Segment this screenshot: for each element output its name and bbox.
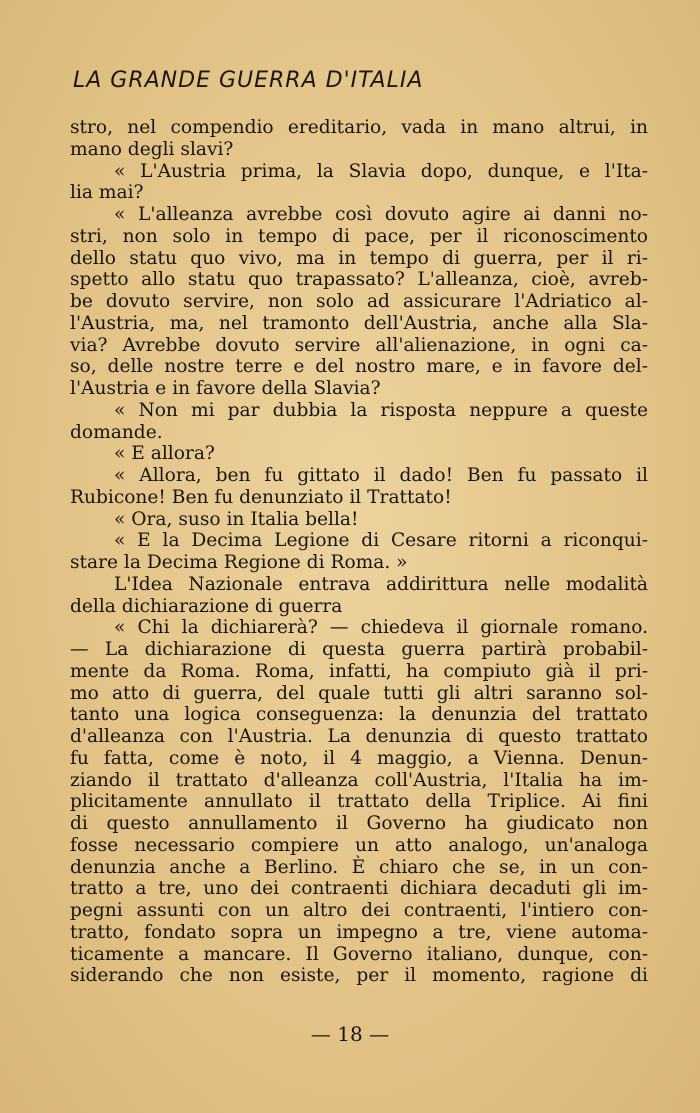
text-line: be dovuto servire, non solo ad assicurare l'Adriatico al- bbox=[70, 291, 648, 312]
body-text bbox=[70, 117, 648, 987]
text-line: — La dichiarazione di questa guerra partirà probabil- bbox=[70, 639, 648, 660]
text-line: fosse necessario compiere un atto analogo, un'analoga bbox=[70, 834, 648, 856]
text-line: l'Austria e in favore della Slavia? bbox=[70, 378, 381, 399]
text-line: Rubicone! Ben fu denunziato il Trattato! bbox=[70, 486, 452, 508]
text-line: « Chi la dichiarerà? — chiedeva il giornale romano. bbox=[114, 617, 648, 639]
text-line: tratto a tre, uno dei contraenti dichiara decaduti gli im- bbox=[70, 878, 648, 900]
page-number: — 18 — bbox=[310, 1022, 390, 1046]
text-line: so, delle nostre terre e del nostro mare, e in favore del- bbox=[70, 356, 648, 378]
text-line: « L'Austria prima, la Slavia dopo, dunque, e l'Ita- bbox=[114, 160, 648, 182]
text-line: stro, nel compendio ereditario, vada in mano altrui, in bbox=[70, 117, 648, 138]
text-line: « L'alleanza avrebbe così dovuto agire ai danni no- bbox=[114, 204, 648, 225]
running-head: LA GRANDE GUERRA D'ITALIA bbox=[73, 68, 424, 93]
text-line: « E la Decima Legione di Cesare ritorni a riconqui- bbox=[114, 530, 648, 552]
text-line: domande. bbox=[70, 421, 163, 443]
text-line: dello statu quo vivo, ma in tempo di guerra, per il ri- bbox=[70, 247, 648, 269]
text-line: siderando che non esiste, per il momento, ragione di bbox=[70, 965, 648, 987]
text-line: lia mai? bbox=[70, 182, 144, 204]
text-line: stri, non solo in tempo di pace, per il riconoscimento bbox=[70, 225, 648, 247]
text-line: « Ora, suso in Italia bella! bbox=[114, 508, 359, 530]
text-line: stare la Decima Regione di Roma. » bbox=[70, 552, 408, 573]
text-line: via? Avrebbe dovuto servire all'alienazione, in ogni ca- bbox=[70, 334, 648, 356]
text-line: ticamente a mancare. Il Governo italiano, dunque, con- bbox=[70, 943, 648, 965]
text-line: mo atto di guerra, del quale tutti gli altri saranno sol- bbox=[70, 682, 648, 704]
text-line: « Allora, ben fu gittato il dado! Ben fu passato il bbox=[114, 465, 648, 486]
text-line: mente da Roma. Roma, infatti, ha compiuto già il pri- bbox=[70, 660, 648, 682]
text-line: fu fatta, come è noto, il 4 maggio, a Vienna. Denun- bbox=[70, 747, 648, 769]
text-line: d'alleanza con l'Austria. La denunzia di questo trattato bbox=[70, 726, 648, 747]
text-line: « Non mi par dubbia la risposta neppure a queste bbox=[114, 399, 648, 421]
text-line: di questo annullamento il Governo ha giudicato non bbox=[70, 813, 648, 834]
text-line: mano degli slavi? bbox=[70, 138, 234, 160]
text-line: L'Idea Nazionale entrava addirittura nelle modalità bbox=[114, 573, 648, 595]
text-line: plicitamente annullato il trattato della Triplice. Ai fini bbox=[70, 791, 648, 813]
text-line: spetto allo statu quo trapassato? L'alleanza, cioè, avreb- bbox=[70, 269, 648, 291]
text-line: della dichiarazione di guerra bbox=[70, 595, 343, 617]
text-line: l'Austria, ma, nel tramonto dell'Austria, anche alla Sla- bbox=[70, 312, 648, 334]
text-line: tratto, fondato sopra un impegno a tre, viene automa- bbox=[70, 921, 648, 943]
text-line: pegni assunti con un altro dei contraenti, l'intiero con- bbox=[70, 900, 648, 921]
text-line: denunzia anche a Berlino. È chiaro che se, in un con- bbox=[70, 856, 648, 878]
text-line: tanto una logica conseguenza: la denunzia del trattato bbox=[70, 704, 648, 726]
text-line: ziando il trattato d'alleanza coll'Austria, l'Italia ha im- bbox=[70, 769, 648, 791]
text-line: « E allora? bbox=[114, 443, 215, 465]
